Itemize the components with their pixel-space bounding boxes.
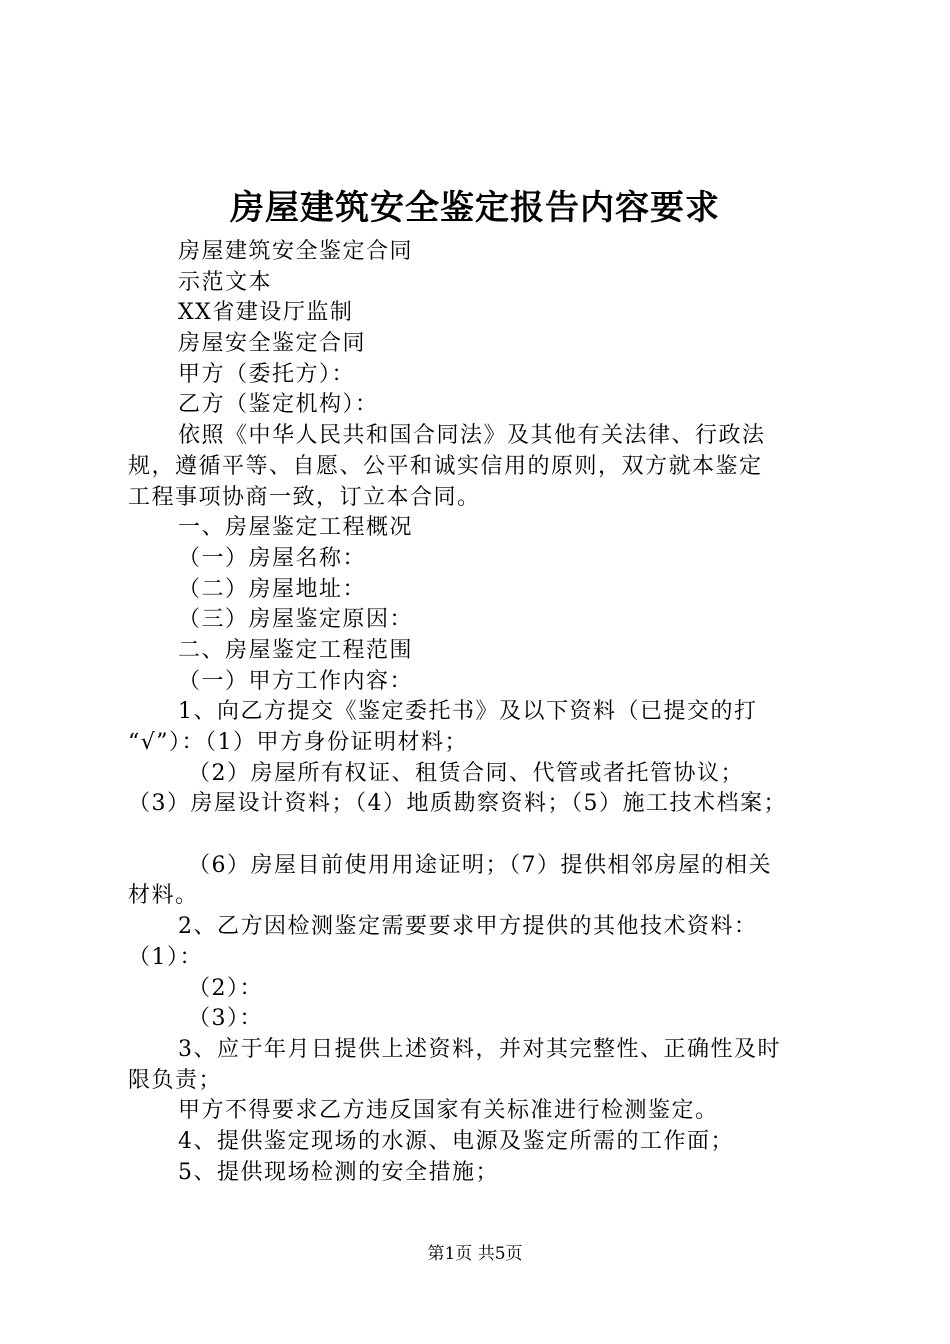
body-line: 工程事项协商一致，订立本合同。 [128, 484, 481, 510]
body-line: 规，遵循平等、自愿、公平和诚实信用的原则，双方就本鉴定 [128, 453, 763, 479]
body-line: （3）房屋设计资料；（4）地质勘察资料；（5）施工技术档案； [128, 791, 787, 817]
body-line: 依照《中华人民共和国合同法》及其他有关法律、行政法 [178, 423, 766, 449]
body-line: （2）： [188, 975, 263, 1001]
body-line: 房屋安全鉴定合同 [178, 331, 367, 357]
body-line: 2、乙方因检测鉴定需要要求甲方提供的其他技术资料： [178, 914, 758, 940]
body-line: （3）： [188, 1006, 263, 1032]
body-line: （2）房屋所有权证、租赁合同、代管或者托管协议； [188, 760, 744, 786]
body-line: （1）： [128, 944, 203, 970]
blank-line [128, 820, 840, 851]
body-line: （6）房屋目前使用用途证明；（7）提供相邻房屋的相关 [188, 852, 772, 878]
body-line: 5、提供现场检测的安全措施； [178, 1159, 499, 1185]
body-line: 房屋建筑安全鉴定合同 [178, 239, 414, 264]
body-line: 3、应于年月日提供上述资料，并对其完整性、正确性及时 [178, 1036, 781, 1062]
body-line: （一）房屋名称： [178, 545, 367, 571]
body-line: “√”）：（1）甲方身份证明材料； [128, 730, 469, 755]
body-line: 限负责； [128, 1067, 223, 1093]
body-line: 二、房屋鉴定工程范围 [178, 637, 414, 663]
document-body [128, 237, 840, 1188]
body-line: 一、房屋鉴定工程概况 [178, 515, 414, 541]
body-line: 1、向乙方提交《鉴定委托书》及以下资料（已提交的打 [178, 699, 758, 725]
body-line: 乙方（鉴定机构）： [178, 392, 379, 418]
body-line: XX省建设厅监制 [178, 300, 354, 326]
body-line: （二）房屋地址： [178, 576, 367, 602]
body-line: 示范文本 [178, 269, 273, 295]
body-line: （一）甲方工作内容： [178, 668, 414, 694]
body-line: 4、提供鉴定现场的水源、电源及鉴定所需的工作面； [178, 1128, 734, 1154]
document-title: 房屋建筑安全鉴定报告内容要求 [230, 188, 720, 228]
body-line: （三）房屋鉴定原因： [178, 607, 414, 633]
body-line: 甲方（委托方）： [178, 361, 356, 387]
body-line: 甲方不得要求乙方违反国家有关标准进行检测鉴定。 [178, 1098, 719, 1124]
body-line: 材料。 [128, 883, 199, 909]
page-number-footer: 第1页 共5页 [427, 1244, 523, 1264]
